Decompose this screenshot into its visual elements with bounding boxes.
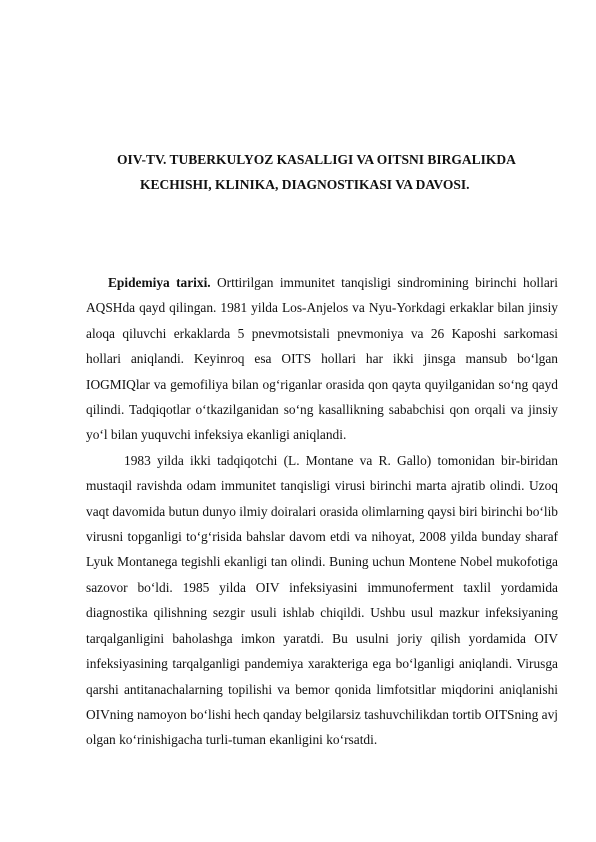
chapter-title-line-1: OIV-TV. TUBERKULYOZ KASALLIGI VA OITSNI BIRGALIKDA <box>117 152 516 167</box>
chapter-title-line-2: KECHISHI, KLINIKA, DIAGNOSTIKASI VA DAVOSI. <box>140 177 470 192</box>
paragraph-1-text: Orttirilgan immunitet tanqisligi sindromining birinchi hollari AQSHda qayd qilingan. 1981 yilda Los-Anjelos va Nyu-Yorkdagi erkaklar bilan jinsiy aloqa qiluvchi erkaklarda 5 pnevmotsistali pnevmoniya va 26 Kaposhi sarkomasi hollari aniqlandi. Keyinroq esa OITS hollari har ikki jinsga mansub bo‘lgan IOGMIQlar va gemofiliya bilan og‘riganlar orasida qon qayta quyilganidan so‘ng qayd qilindi. Tadqiqotlar o‘tkazilganidan so‘ng kasallikning sababchisi qon orqali va jinsiy yo‘l bilan yuquvchi infeksiya ekanligi aniqlandi. <box>86 275 558 443</box>
paragraph-2: 1983 yilda ikki tadqiqotchi (L. Montane va R. Gallo) tomonidan bir-biridan mustaqil ravishda odam immunitet tanqisligi virusi birinchi marta ajratib olindi. Uzoq vaqt davomida butun dunyo ilmiy doiralari orasida olimlarning qaysi biri birinchi bo‘lib virusni topganligi to‘g‘risida bahslar davom etdi va nihoyat, 2008 yilda bunday sharaf Lyuk Montanega tegishli ekanligi tan olindi. Buning uchun Montene Nobel mukofotiga sazovor bo‘ldi. 1985 yilda OIV infeksiyasini immunoferment taxlil yordamida diagnostika qilishning sezgir usuli ishlab chiqildi. Ushbu usul mazkur infeksiyaning tarqalganligini baholashga imkon yaratdi. Bu usulni joriy qilish yordamida OIV infeksiyasining tarqalganligi pandemiya xarakteriga ega bo‘lganligi aniqlandi. Virusga qarshi antitanachalarning topilishi va bemor qonida limfotsitlar miqdorini aniqlanishi OIVning namoyon bo‘lishi hech qanday belgilarsiz tashuvchilikdan tortib OITSning avj olgan ko‘rinishigacha turli-tuman ekanligini ko‘rsatdi. <box>86 452 558 748</box>
paragraph-epidemiology-history <box>86 270 558 448</box>
section-heading-inline: Epidemiya tarixi. <box>108 275 211 290</box>
body-text <box>86 270 558 753</box>
